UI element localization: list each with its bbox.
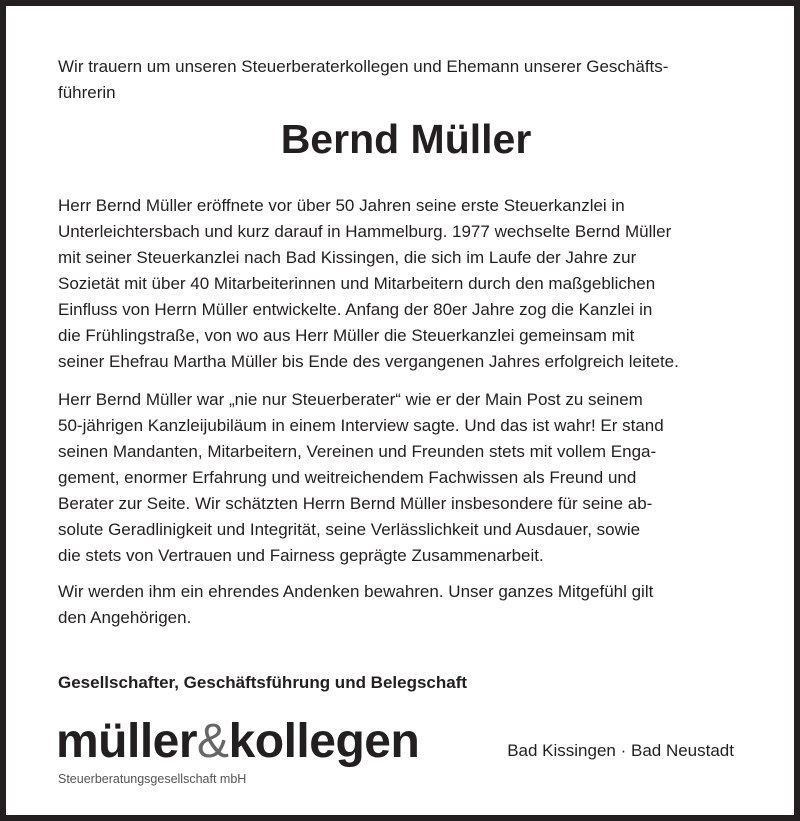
company-logo [56, 714, 419, 769]
logo-part2: kollegen [228, 715, 420, 768]
logo-part1: müller [56, 715, 198, 768]
text-line: 50-jährigen Kanzleijubiläum in einem Interview sagte. Und das ist wahr! Er stand [58, 416, 664, 435]
intro-line: Wir trauern um unseren Steuerberaterkollegen und Ehemann unserer Geschäfts- [58, 57, 669, 76]
deceased-name: Bernd Müller [280, 116, 532, 162]
text-line: den Angehörigen. [58, 608, 192, 627]
text-line: gement, enormer Erfahrung und weitreichendem Fachwissen als Freund und [58, 468, 637, 487]
text-line: Einfluss von Herrn Müller entwickelte. Anfang der 80er Jahre zog die Kanzlei in [58, 300, 653, 319]
paragraph-2 [58, 387, 664, 569]
text-line: seinen Mandanten, Mitarbeitern, Vereinen und Freunden stets mit vollem Enga- [58, 442, 657, 461]
logo-ampersand: & [197, 715, 229, 768]
paragraph-1 [58, 193, 679, 375]
text-line: Wir werden ihm ein ehrendes Andenken bewahren. Unser ganzes Mitgefühl gilt [58, 582, 654, 601]
text-line: solute Geradlinigkeit und Integrität, seine Verlässlichkeit und Ausdauer, sowie [58, 520, 641, 539]
text-line: seiner Ehefrau Martha Müller bis Ende des vergangenen Jahres erfolgreich leitete. [58, 352, 679, 371]
signature: Gesellschafter, Geschäftsführung und Belegschaft [58, 673, 468, 692]
text-line: mit seiner Steuerkanzlei nach Bad Kissingen, die sich im Laufe der Jahre zur [58, 248, 637, 267]
text-line: die stets von Vertrauen und Fairness geprägte Zusammenarbeit. [58, 546, 544, 565]
company-subtitle: Steuerberatungsgesellschaft mbH [58, 772, 247, 786]
text-line: Herr Bernd Müller eröffnete vor über 50 Jahren seine erste Steuerkanzlei in [58, 196, 625, 215]
intro-text [58, 54, 668, 106]
text-line: Unterleichtersbach und kurz darauf in Hammelburg. 1977 wechselte Bernd Müller [58, 222, 672, 241]
intro-line: führerin [58, 83, 116, 102]
paragraph-3 [58, 579, 653, 631]
text-line: die Frühlingstraße, von wo aus Herr Müller die Steuerkanzlei gemeinsam mit [58, 326, 635, 345]
text-line: Sozietät mit über 40 Mitarbeiterinnen und Mitarbeitern durch den maßgeblichen [58, 274, 656, 293]
text-line: Herr Bernd Müller war „nie nur Steuerberater“ wie er der Main Post zu seinem [58, 390, 643, 409]
locations: Bad Kissingen · Bad Neustadt [507, 741, 734, 760]
text-line: Berater zur Seite. Wir schätzten Herrn Bernd Müller insbesondere für seine ab- [58, 494, 653, 513]
